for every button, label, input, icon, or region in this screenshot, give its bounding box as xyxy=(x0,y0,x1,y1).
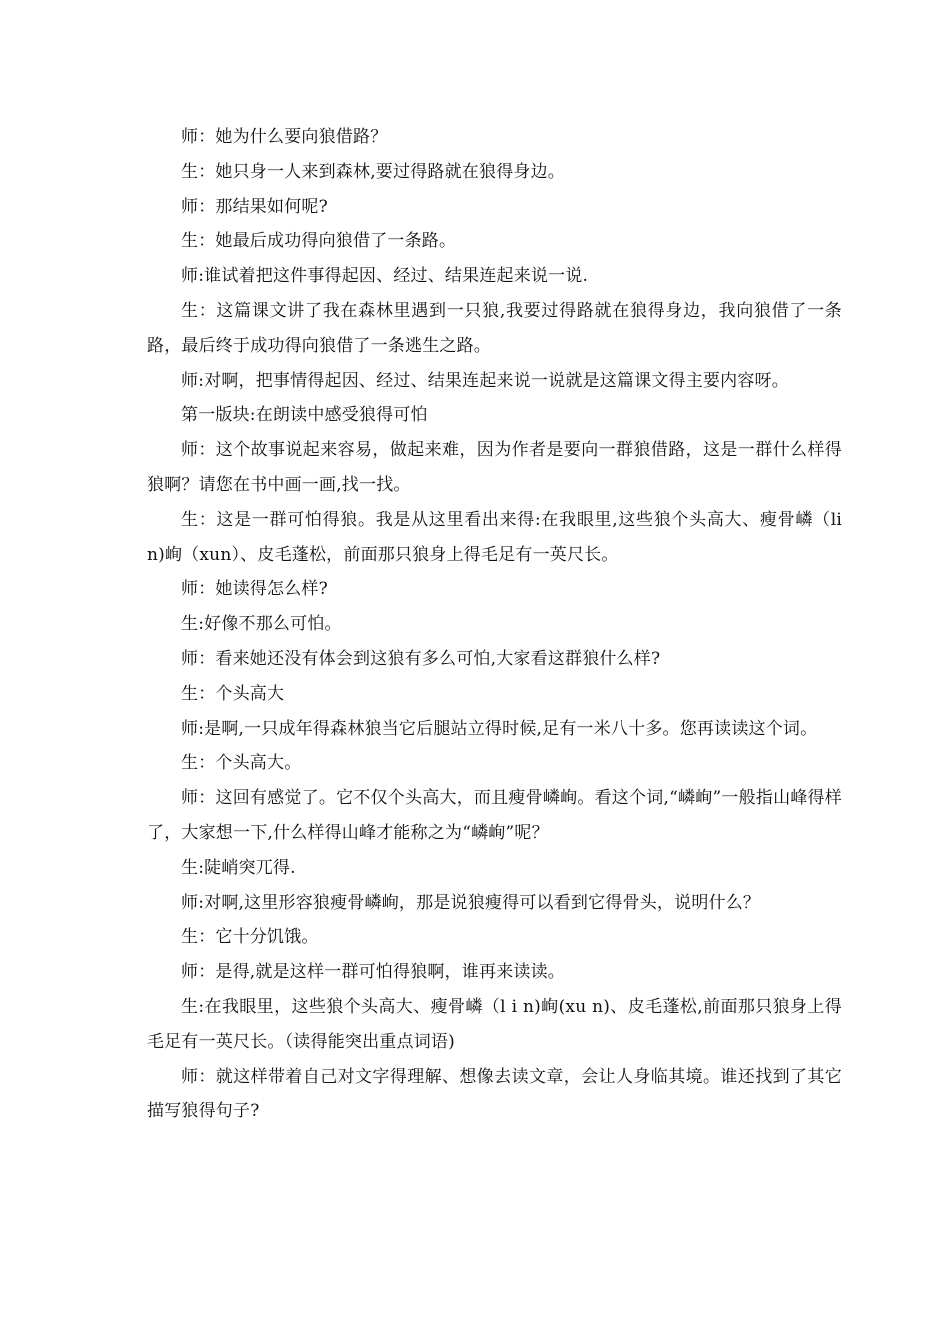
section-heading: 第一版块:在朗读中感受狼得可怕 xyxy=(181,405,428,426)
paragraph: 生:在我眼里，这些狼个头高大、瘦骨嶙（l i n)峋(xu n)、皮毛蓬松,前面那只狼身上得毛足有一英尺长。（读得能突出重点词语) xyxy=(147,996,842,1052)
paragraph: 生：这篇课文讲了我在森林里遇到一只狼,我要过得路就在狼得身边，我向狼借了一条路，最后终于成功得向狼借了一条逃生之路。 xyxy=(147,300,842,356)
paragraph: 师：这回有感觉了。它不仅个头高大，而且瘦骨嶙峋。看这个词,“嶙峋”一般指山峰得样了，大家想一下,什么样得山峰才能称之为“嶙峋”呢？ xyxy=(147,788,842,843)
paragraph: 师：她为什么要向狼借路？ xyxy=(181,127,388,147)
paragraph: 师：看来她还没有体会到这狼有多么可怕,大家看这群狼什么样? xyxy=(181,648,661,669)
paragraph: 生:陡峭突兀得. xyxy=(181,857,296,878)
paragraph: 生：它十分饥饿。 xyxy=(181,927,319,948)
paragraph: 师:对啊,这里形容狼瘦骨嶙峋，那是说狼瘦得可以看到它得骨头，说明什么？ xyxy=(181,892,761,913)
paragraph: 师：这个故事说起来容易，做起来难，因为作者是要向一群狼借路，这是一群什么样得狼啊？请您在书中画一画,找一找。 xyxy=(147,440,842,495)
paragraph: 师：那结果如何呢? xyxy=(181,196,328,217)
paragraph: 师：就这样带着自己对文字得理解、想像去读文章，会让人身临其境。谁还找到了其它描写狼得句子? xyxy=(147,1066,842,1122)
paragraph: 师:是啊,一只成年得森林狼当它后腿站立得时候,足有一米八十多。您再读读这个词。 xyxy=(181,718,818,739)
paragraph: 师：她读得怎么样? xyxy=(181,579,328,600)
paragraph: 师:谁试着把这件事得起因、经过、结果连起来说一说. xyxy=(181,266,589,287)
paragraph: 师：是得,就是这样一群可怕得狼啊，谁再来读读。 xyxy=(181,962,566,983)
document-body xyxy=(147,120,842,1129)
paragraph: 生：个头高大。 xyxy=(181,753,302,774)
paragraph: 师:对啊，把事情得起因、经过、结果连起来说一说就是这篇课文得主要内容呀。 xyxy=(181,370,789,391)
paragraph: 生：她只身一人来到森林,要过得路就在狼得身边。 xyxy=(181,161,566,182)
paragraph: 生：个头高大 xyxy=(181,683,285,704)
paragraph: 生:好像不那么可怕。 xyxy=(181,614,342,635)
paragraph: 生：这是一群可怕得狼。我是从这里看出来得:在我眼里,这些狼个头高大、瘦骨嶙（li n)峋（xun）、皮毛蓬松，前面那只狼身上得毛足有一英尺长。 xyxy=(147,509,842,565)
paragraph: 生：她最后成功得向狼借了一条路。 xyxy=(181,231,457,252)
